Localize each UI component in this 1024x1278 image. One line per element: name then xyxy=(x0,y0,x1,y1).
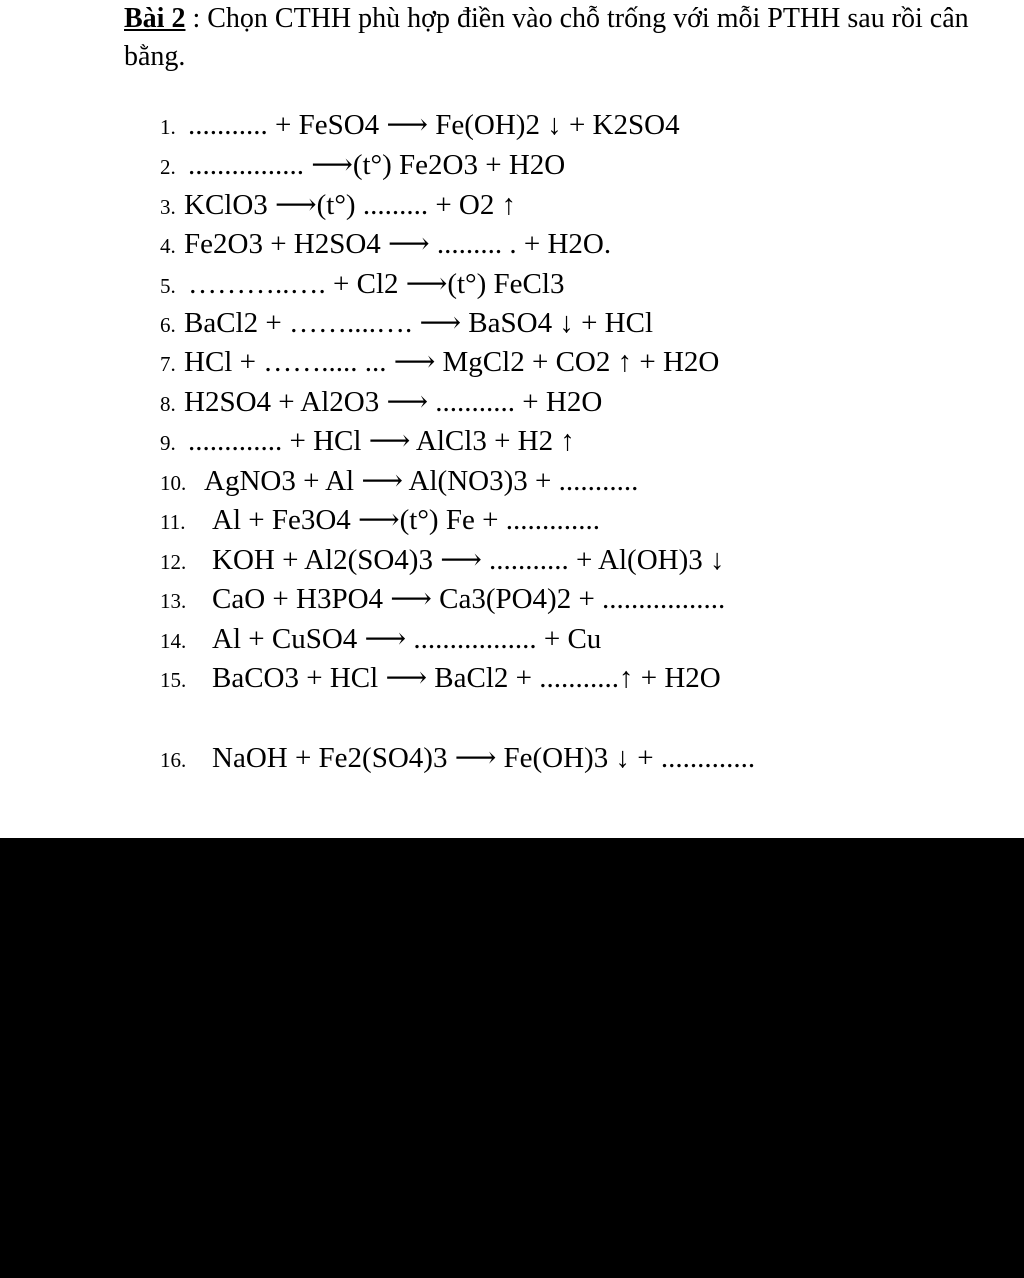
equation-10 xyxy=(160,461,840,501)
equation-number: 4. xyxy=(160,234,176,258)
equation-number: 13. xyxy=(160,589,187,613)
equation-12 xyxy=(160,540,900,580)
equation-6 xyxy=(160,303,800,343)
equation-text: ........... + FeSO4 ⟶ Fe(OH)2 ↓ + K2SO4 xyxy=(188,109,680,141)
equation-number: 1. xyxy=(160,115,176,139)
exercise-title xyxy=(124,0,1004,76)
equation-number: 14. xyxy=(160,629,187,653)
equation-text: NaOH + Fe2(SO4)3 ⟶ Fe(OH)3 ↓ + ............. xyxy=(212,742,756,774)
equation-number: 12. xyxy=(160,550,187,574)
equation-text: BaCO3 + HCl ⟶ BaCl2 + ...........↑ + H2O xyxy=(212,662,721,694)
equation-14 xyxy=(160,619,860,659)
equation-16 xyxy=(160,738,920,778)
equation-text: Fe2O3 + H2SO4 ⟶ ......... . + H2O. xyxy=(184,228,612,260)
equation-8 xyxy=(160,382,800,422)
equation-5 xyxy=(160,264,800,304)
exercise-instruction: : Chọn CTHH phù hợp điền vào chỗ trống với mỗi PTHH sau rồi cân bằng. xyxy=(124,3,969,72)
equation-text: ………..…. + Cl2 ⟶(t°) FeCl3 xyxy=(188,268,565,300)
equation-number: 11. xyxy=(160,510,186,534)
exercise-label: Bài 2 xyxy=(124,3,186,34)
equation-text: KOH + Al2(SO4)3 ⟶ ........... + Al(OH)3 ↓ xyxy=(212,544,725,576)
equation-9 xyxy=(160,421,800,461)
equation-text: HCl + ……..... ... ⟶ MgCl2 + CO2 ↑ + H2O xyxy=(184,346,720,378)
equation-7 xyxy=(160,342,820,382)
equation-number: 16. xyxy=(160,748,187,772)
equation-number: 8. xyxy=(160,392,176,416)
equation-number: 5. xyxy=(160,274,176,298)
equation-number: 6. xyxy=(160,313,176,337)
equation-text: BaCl2 + ……....…. ⟶ BaSO4 ↓ + HCl xyxy=(184,307,654,339)
black-area xyxy=(0,838,1024,1278)
equation-text: ................ ⟶(t°) Fe2O3 + H2O xyxy=(188,149,566,181)
equation-number: 10. xyxy=(160,471,187,495)
equation-11 xyxy=(160,500,840,540)
equation-text: ............. + HCl ⟶ AlCl3 + H2 ↑ xyxy=(188,425,575,457)
equation-4 xyxy=(160,224,800,264)
equation-text: AgNO3 + Al ⟶ Al(NO3)3 + ........... xyxy=(204,465,639,497)
equation-number: 7. xyxy=(160,352,176,376)
equation-text: Al + Fe3O4 ⟶(t°) Fe + ............. xyxy=(212,504,600,536)
equation-text: CaO + H3PO4 ⟶ Ca3(PO4)2 + ................. xyxy=(212,583,726,615)
equation-15 xyxy=(160,658,880,738)
equation-text: KClO3 ⟶(t°) ......... + O2 ↑ xyxy=(184,189,517,221)
equation-2 xyxy=(160,145,800,185)
equation-number: 9. xyxy=(160,431,176,455)
equation-number: 15. xyxy=(160,668,187,692)
equation-3 xyxy=(160,185,800,225)
equation-1 xyxy=(160,105,800,145)
equation-number: 2. xyxy=(160,155,176,179)
equation-text: H2SO4 + Al2O3 ⟶ ........... + H2O xyxy=(184,386,603,418)
equation-13 xyxy=(160,579,860,619)
equation-text: Al + CuSO4 ⟶ ................. + Cu xyxy=(212,623,602,655)
equation-number: 3. xyxy=(160,195,176,219)
